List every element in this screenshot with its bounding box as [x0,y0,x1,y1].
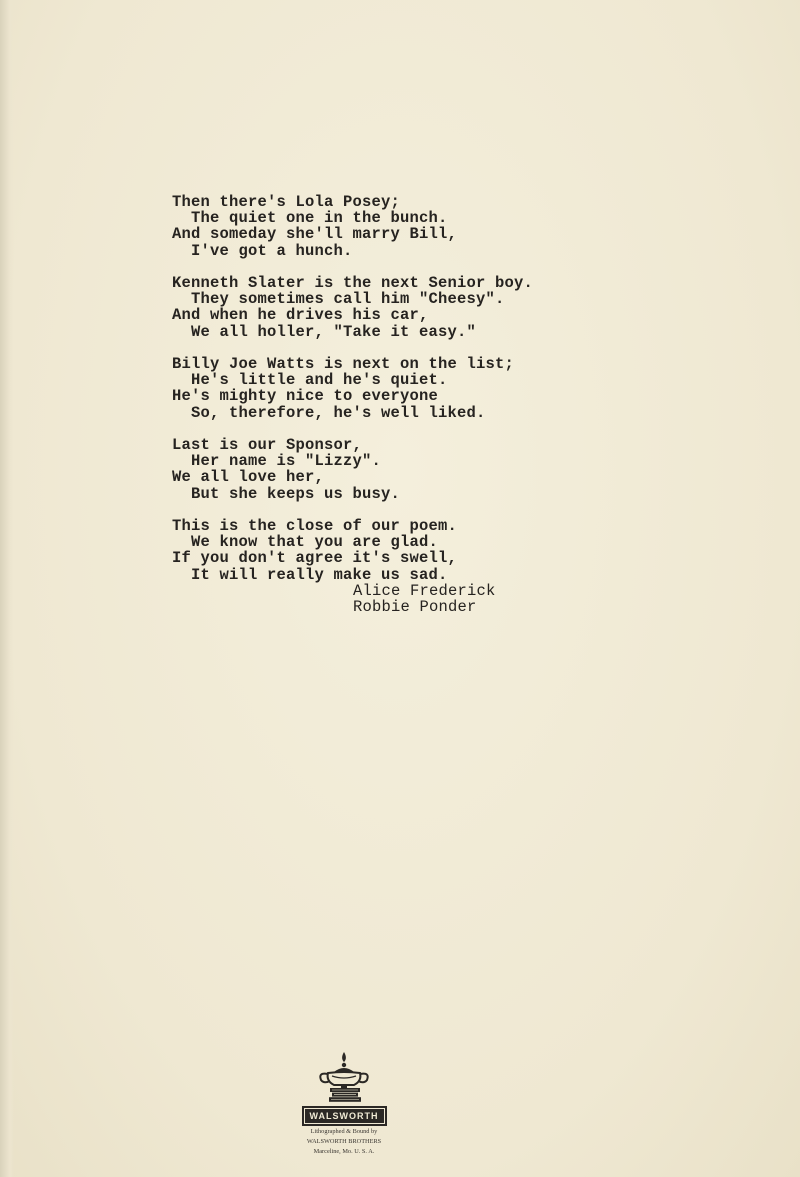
poem-line: Kenneth Slater is the next Senior boy. [172,274,534,292]
poem-line: Billy Joe Watts is next on the list; [172,355,515,373]
printer-logo [292,1050,396,1156]
author-signature: Robbie Ponder [353,598,477,617]
poem-line: We all love her, [172,468,325,487]
poem-line: Her name is "Lizzy". [191,452,382,471]
binding-edge [0,0,14,1177]
author-signature: Alice Frederick [353,581,496,600]
poem-line: He's mighty nice to everyone [172,387,439,406]
stanza-2 [172,275,533,340]
poem-line: The quiet one in the bunch. [191,209,448,228]
poem-line: It will really make us sad. [191,565,448,584]
brand-name: WALSWORTH [305,1109,384,1123]
poem-line: We know that you are glad. [191,533,439,552]
poem-line: And when he drives his car, [172,306,429,325]
stanza-3 [172,356,533,421]
poem-line: And someday she'll marry Bill, [172,225,458,244]
poem-line: Last is our Sponsor, [172,436,363,454]
brand-plate [302,1106,387,1126]
imprint-line: Lithographed & Bound by [310,1128,378,1135]
poem-line: So, therefore, he's well liked. [191,403,486,422]
poem-line: Then there's Lola Posey; [172,193,401,211]
stanza-5 [172,518,533,615]
poem-line: They sometimes call him "Cheesy". [191,290,505,309]
imprint-line: WALSWORTH BROTHERS [306,1138,382,1145]
poem [172,194,533,615]
stanza-1 [172,194,533,259]
poem-line: He's little and he's quiet. [191,371,448,390]
poem-line: This is the close of our poem. [172,517,458,535]
imprint-line: Marceline, Mo. U. S. A. [313,1148,375,1155]
poem-line: I've got a hunch. [191,241,353,260]
poem-line: But she keeps us busy. [191,484,401,503]
poem-line: If you don't agree it's swell, [172,549,458,568]
poem-line: We all holler, "Take it easy." [191,322,477,341]
lamp-of-learning-icon [312,1050,376,1104]
stanza-4 [172,437,533,502]
